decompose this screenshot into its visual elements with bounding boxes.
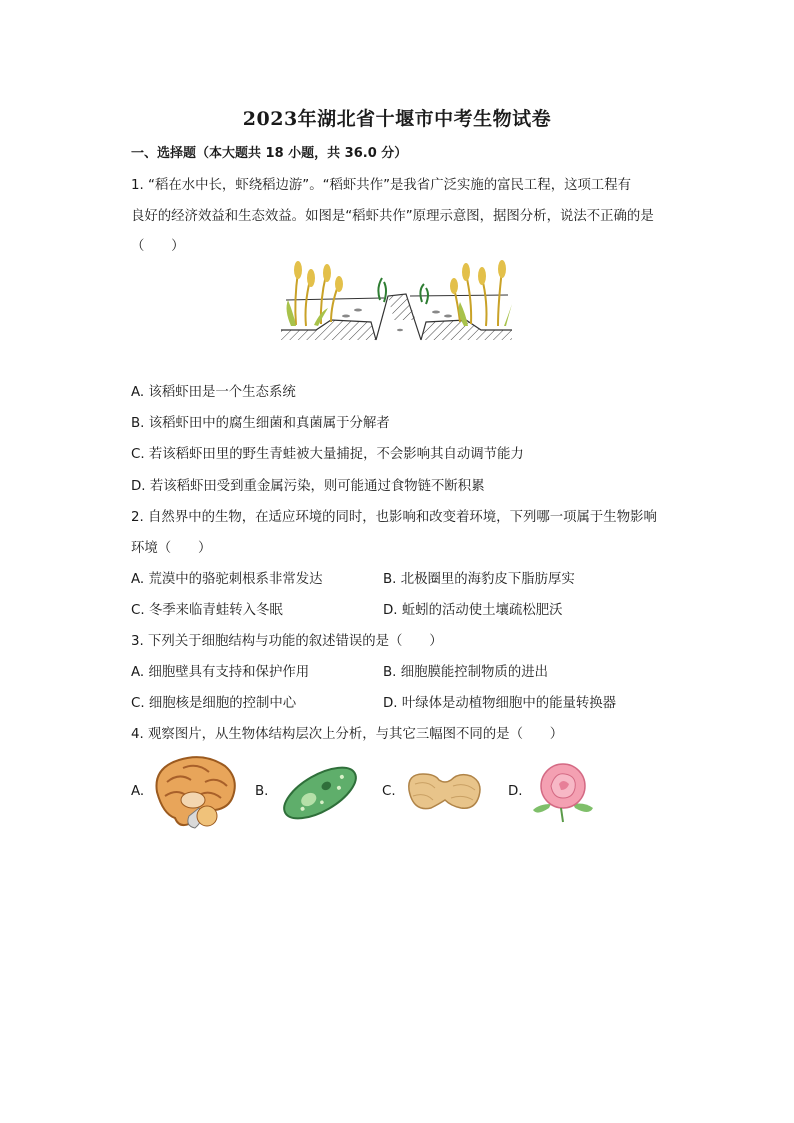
q1-stem-line1: 1. “稻在水中长，虾绕稻边游”。“稻虾共作”是我省广泛实施的富民工程，这项工程有 <box>131 178 632 193</box>
q2-stem-line2: 环境（ ） <box>131 541 212 556</box>
q4-option-a-label[interactable]: A. <box>131 784 145 799</box>
q2-option-d[interactable]: D. 蚯蚓的活动使土壤疏松肥沃 <box>383 603 563 618</box>
rose-icon[interactable] <box>529 758 599 828</box>
q4-option-c-label[interactable]: C. <box>382 784 396 799</box>
q1-option-b[interactable]: B. 该稻虾田中的腐生细菌和真菌属于分解者 <box>131 416 390 431</box>
q3-option-a[interactable]: A. 细胞壁具有支持和保护作用 <box>131 665 310 680</box>
q4-options <box>131 752 611 832</box>
q4-option-b-label[interactable]: B. <box>255 784 269 799</box>
q1-option-d[interactable]: D. 若该稻虾田受到重金属污染，则可能通过食物链不断积累 <box>131 479 485 494</box>
rice-shrimp-diagram <box>276 260 516 350</box>
q3-option-b[interactable]: B. 细胞膜能控制物质的进出 <box>383 665 548 680</box>
q3-stem: 3. 下列关于细胞结构与功能的叙述错误的是（ ） <box>131 634 443 649</box>
q2-option-b[interactable]: B. 北极圈里的海豹皮下脂肪厚实 <box>383 572 575 587</box>
q1-stem-line2: 良好的经济效益和生态效益。如图是“稻虾共作”原理示意图，据图分析，说法不正确的是 <box>131 209 654 224</box>
brain-icon[interactable] <box>149 752 239 834</box>
q4-option-d-label[interactable]: D. <box>508 784 523 799</box>
q4-stem: 4. 观察图片，从生物体结构层次上分析，与其它三幅图不同的是（ ） <box>131 727 564 742</box>
page-title: 2023年湖北省十堰市中考生物试卷 <box>242 108 552 130</box>
q1-stem-line3: （ ） <box>131 239 185 254</box>
q1-option-c[interactable]: C. 若该稻虾田里的野生青蛙被大量捕捉，不会影响其自动调节能力 <box>131 447 524 462</box>
q3-option-c[interactable]: C. 细胞核是细胞的控制中心 <box>131 696 297 711</box>
q2-option-a[interactable]: A. 荒漠中的骆驼刺根系非常发达 <box>131 572 323 587</box>
q2-stem-line1: 2. 自然界中的生物，在适应环境的同时，也影响和改变着环境，下列哪一项属于生物影响 <box>131 510 657 525</box>
section-heading: 一、选择题（本大题共 18 小题，共 36.0 分） <box>131 146 408 161</box>
q2-option-c[interactable]: C. 冬季来临青蛙转入冬眠 <box>131 603 283 618</box>
paramecium-icon[interactable] <box>277 760 363 830</box>
q3-option-d[interactable]: D. 叶绿体是动植物细胞中的能量转换器 <box>383 696 617 711</box>
q1-option-a[interactable]: A. 该稻虾田是一个生态系统 <box>131 385 296 400</box>
peanut-icon[interactable] <box>403 766 485 820</box>
